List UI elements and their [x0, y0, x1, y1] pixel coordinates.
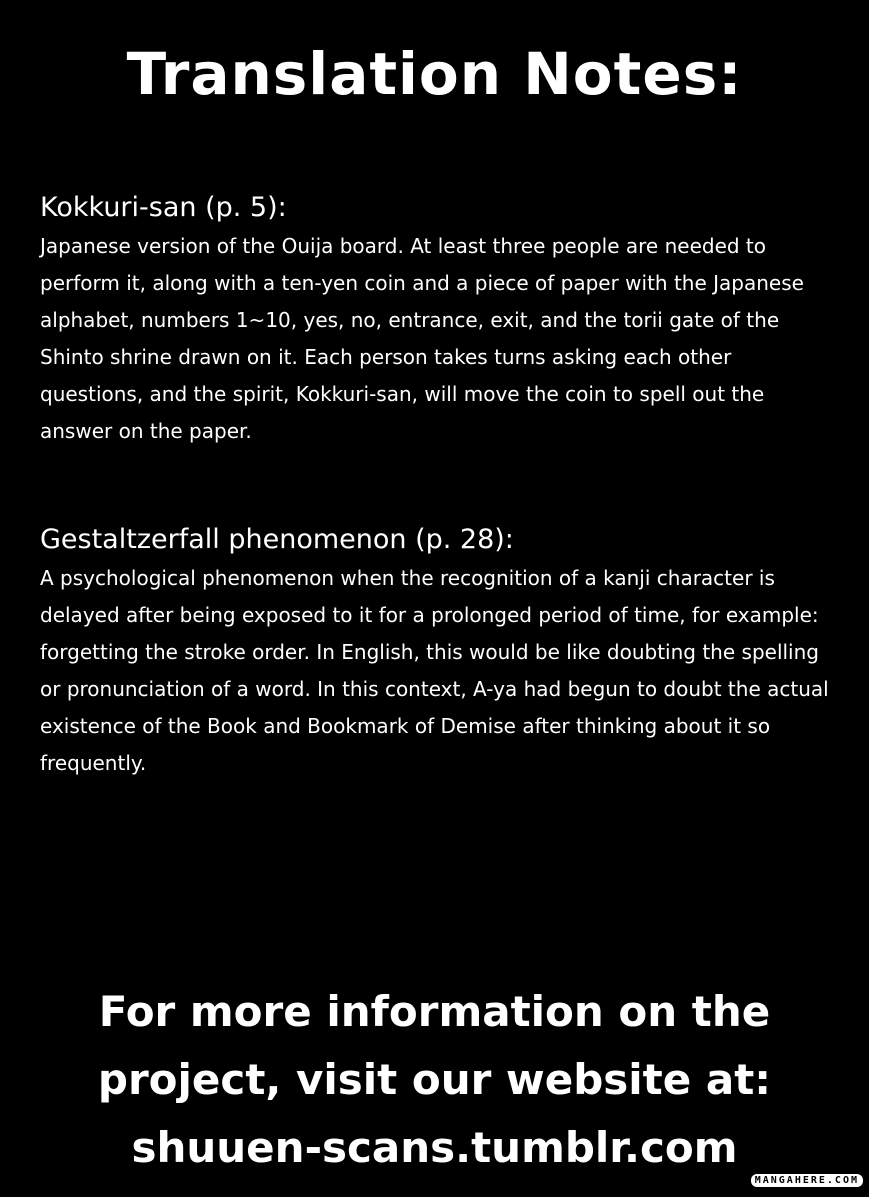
footer-line-2: project, visit our website at:	[97, 1055, 772, 1104]
note-kokkuri-san	[40, 188, 840, 450]
watermark: MANGAHERE.COM	[751, 1174, 863, 1187]
note-gestaltzerfall	[40, 520, 840, 782]
footer	[0, 978, 869, 1182]
note-body: Japanese version of the Ouija board. At least three people are needed to perform it, along with a ten-yen coin and a piece of paper with the Japanese alphabet, numbers 1~10, yes, no, entrance, exit, and the torii gate of the Shinto shrine drawn on it. Each person takes turns asking each other questions, and the spirit, Kokkuri-san, will move the coin to spell out the answer on the paper.	[40, 234, 804, 443]
footer-line-1: For more information on the	[98, 987, 771, 1036]
footer-url: shuuen-scans.tumblr.com	[131, 1123, 738, 1172]
page-title: Translation Notes:	[126, 40, 743, 108]
note-body: A psychological phenomenon when the recognition of a kanji character is delayed after being exposed to it for a prolonged period of time, for example: forgetting the stroke order. In English, this would be like doubting the spelling or pronunciation of a word. In this context, A-ya had begun to doubt the actual existence of the Book and Bookmark of Demise after thinking about it so frequently.	[40, 566, 829, 775]
note-heading: Kokkuri-san (p. 5):	[40, 192, 287, 223]
note-heading: Gestaltzerfall phenomenon (p. 28):	[40, 524, 514, 555]
